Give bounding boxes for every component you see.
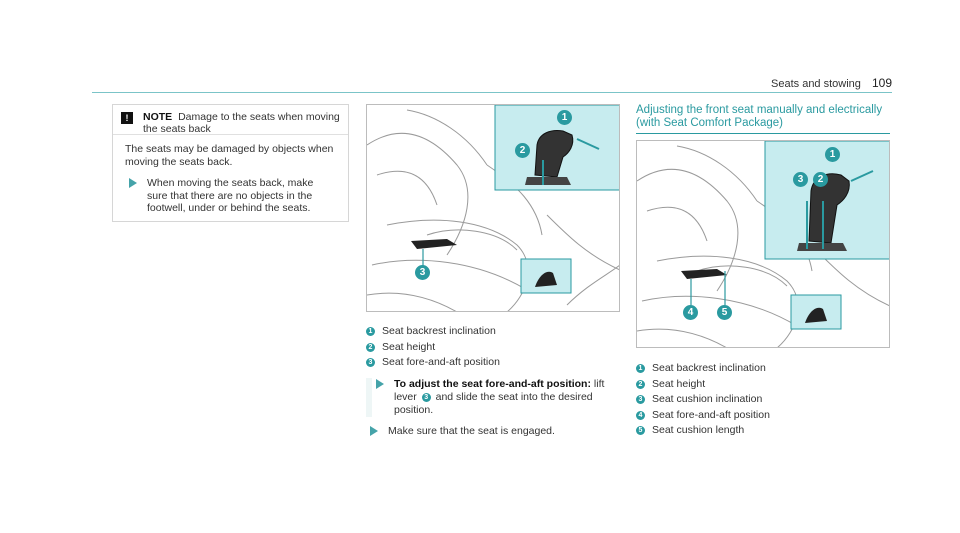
note-box xyxy=(112,104,349,222)
callout-4: 4 xyxy=(683,305,698,320)
callout-1: 1 xyxy=(825,147,840,162)
callout-1: 1 xyxy=(557,110,572,125)
legend-item: 5 Seat cushion length xyxy=(636,423,770,439)
callout-2: 2 xyxy=(813,172,828,187)
step-arrow-icon xyxy=(370,426,378,436)
legend-item: 1 Seat backrest inclination xyxy=(636,361,770,377)
callout-3: 3 xyxy=(415,265,430,280)
legend-item: 2 Seat height xyxy=(636,377,770,393)
header-rule xyxy=(92,92,892,93)
inline-callout: 3 xyxy=(422,393,431,402)
legend-item: 4 Seat fore-and-aft position xyxy=(636,408,770,424)
instruction-1-title: To adjust the seat fore-and-aft position: xyxy=(394,378,591,390)
warning-icon: ! xyxy=(121,112,133,124)
callout-2: 2 xyxy=(515,143,530,158)
figure1-legend xyxy=(366,324,500,371)
callout-5: 5 xyxy=(717,305,732,320)
note-header xyxy=(113,105,348,135)
note-text: The seats may be damaged by objects when moving the seats back. xyxy=(125,143,334,168)
step-arrow-icon xyxy=(376,379,384,389)
note-body xyxy=(113,135,348,223)
step-arrow-icon xyxy=(129,178,137,188)
figure2-legend xyxy=(636,361,770,439)
note-title: Damage to the seats when moving the seats back xyxy=(143,111,340,135)
note-step-text: When moving the seats back, make sure that there are no objects in the footwell, under or behind the seats. xyxy=(147,177,314,214)
seat-illustration-2 xyxy=(636,140,890,348)
note-step xyxy=(125,177,336,215)
legend-item: 1 Seat backrest inclination xyxy=(366,324,500,340)
legend-item: 2 Seat height xyxy=(366,340,500,356)
page-header xyxy=(771,76,892,90)
section-name: Seats and stowing xyxy=(771,78,861,90)
note-label: NOTE xyxy=(143,111,173,123)
seat-illustration-1 xyxy=(366,104,620,312)
section-title: Adjusting the front seat manually and electrically (with Seat Comfort Package) xyxy=(636,104,890,134)
callout-3: 3 xyxy=(793,172,808,187)
instruction-1: To adjust the seat fore-and-aft position: lift lever 3 and slide the seat into the desired position. xyxy=(366,378,620,417)
instruction-2: Make sure that the seat is engaged. xyxy=(366,425,620,438)
legend-item: 3 Seat cushion inclination xyxy=(636,392,770,408)
page-number: 109 xyxy=(871,76,892,90)
legend-item: 3 Seat fore-and-aft position xyxy=(366,355,500,371)
